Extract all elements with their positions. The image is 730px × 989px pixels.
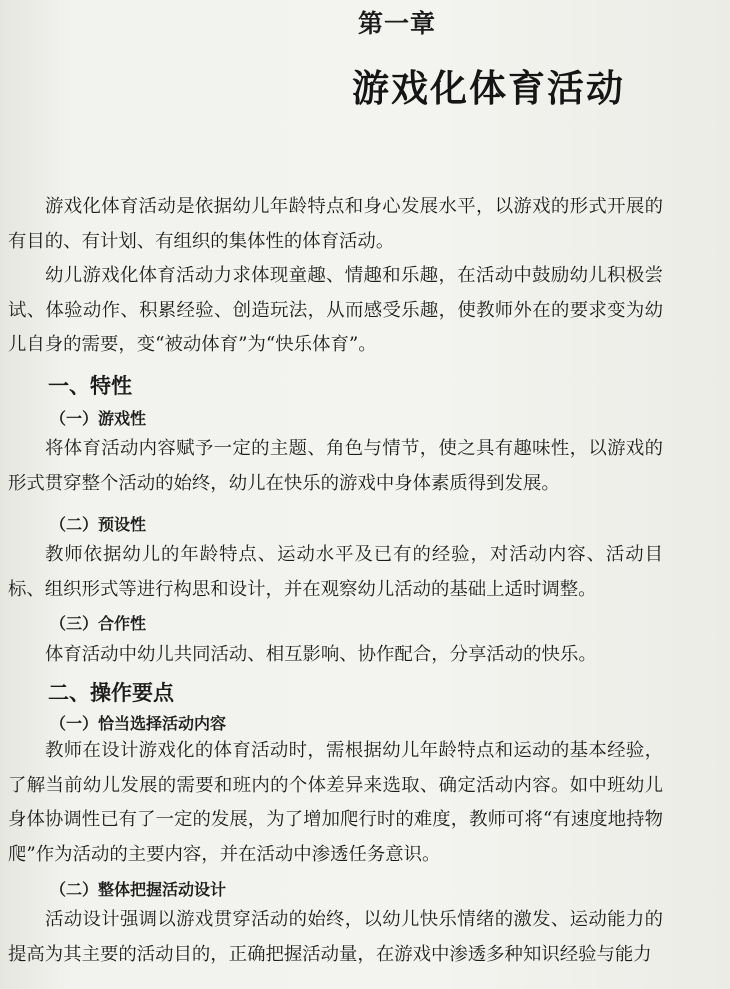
subheading-overall-design: （二）整体把握活动设计 [50, 880, 227, 899]
paragraph-cooperation: 体育活动中幼儿共同活动、相互影响、协作配合，分享活动的快乐。 [45, 644, 597, 665]
paragraph-overall-design: 活动设计强调以游戏贯穿活动的始终，以幼儿快乐情绪的激发、运动能力的提高为其主要的活动目的，正确把握活动量，在游戏中渗透多种知识经验与能力 [8, 909, 663, 965]
intro-paragraph-2: 幼儿游戏化体育活动力求体现童趣、情趣和乐趣，在活动中鼓励幼儿积极尝试、体验动作、积累经验、创造玩法，从而感受乐趣，使教师外在的要求变为幼儿自身的需要，变“被动体育”为“快乐体育”。 [8, 265, 663, 355]
chapter-title: 游戏化体育活动 [352, 67, 625, 110]
subheading-cooperation: （三）合作性 [50, 614, 147, 633]
section-heading-key-points: 二、操作要点 [48, 681, 174, 705]
paragraph-presetting: 教师依据幼儿的年龄特点、运动水平及已有的经验，对活动内容、活动目标、组织形式等进行构思和设计，并在观察幼儿活动的基础上适时调整。 [8, 544, 663, 600]
section-heading-characteristics: 一、特性 [48, 374, 132, 398]
subheading-playfulness: （一）游戏性 [50, 409, 147, 428]
intro-paragraph-1: 游戏化体育活动是依据幼儿年龄特点和身心发展水平，以游戏的形式开展的有目的、有计划、有组织的集体性的体育活动。 [8, 196, 663, 252]
paragraph-playfulness: 将体育活动内容赋予一定的主题、角色与情节，使之具有趣味性，以游戏的形式贯穿整个活动的始终，幼儿在快乐的游戏中身体素质得到发展。 [8, 438, 663, 494]
chapter-label: 第一章 [358, 9, 437, 38]
subheading-presetting: （二）预设性 [50, 515, 147, 534]
paragraph-choose-content: 教师在设计游戏化的体育活动时，需根据幼儿年龄特点和运动的基本经验，了解当前幼儿发展的需要和班内的个体差异来选取、确定活动内容。如中班幼儿身体协调性已有了一定的发展，为了增加爬行时的难度，教师可将“有速度地持物爬”作为活动的主要内容，并在活动中渗透任务意识。 [8, 740, 663, 865]
subheading-choose-content: （一）恰当选择活动内容 [50, 714, 227, 733]
